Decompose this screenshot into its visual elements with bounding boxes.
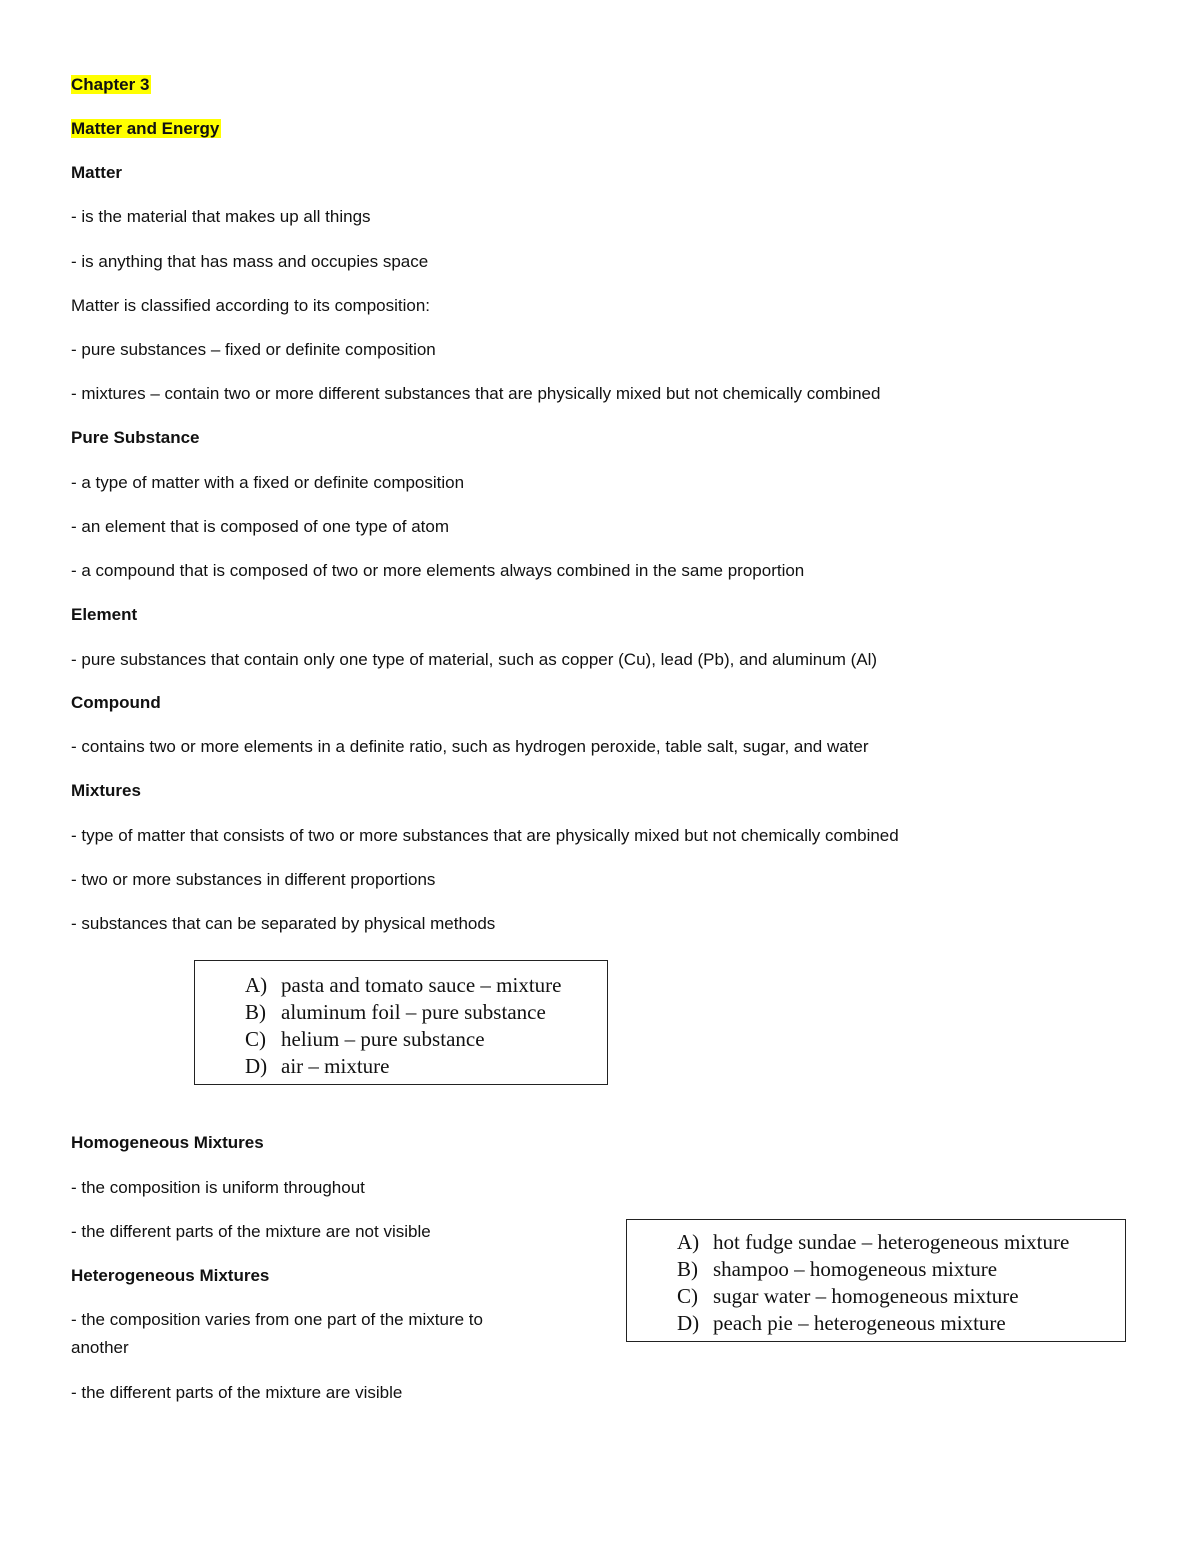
chapter-label — [71, 74, 151, 96]
example-row — [245, 1053, 607, 1080]
list-item: - a type of matter with a fixed or definite composition — [71, 473, 465, 492]
example-text: pasta and tomato sauce – mixture — [281, 973, 562, 997]
example-label: A) — [677, 1230, 700, 1254]
example-text: sugar water – homogeneous mixture — [713, 1284, 1019, 1308]
example-text: aluminum foil – pure substance — [281, 1000, 546, 1024]
heading-compound: Compound — [71, 693, 161, 712]
list-item: - the composition varies from one part of the mixture to — [71, 1310, 483, 1329]
list-item: - a compound that is composed of two or more elements always combined in the same proportion — [71, 561, 805, 580]
list-item: - the different parts of the mixture are not visible — [71, 1222, 431, 1241]
example-row — [677, 1283, 1125, 1310]
example-row — [245, 1026, 607, 1053]
heading-mixtures: Mixtures — [71, 781, 141, 800]
list-item: - contains two or more elements in a definite ratio, such as hydrogen peroxide, table salt, sugar, and water — [71, 737, 869, 756]
example-row — [245, 972, 607, 999]
list-item: - pure substances – fixed or definite composition — [71, 340, 436, 359]
list-item: - mixtures – contain two or more different substances that are physically mixed but not chemically combined — [71, 384, 881, 403]
example-label: C) — [245, 1027, 266, 1051]
list-item: - the composition is uniform throughout — [71, 1178, 365, 1197]
list-item: - substances that can be separated by physical methods — [71, 914, 496, 933]
example-label: B) — [677, 1257, 698, 1281]
heading-homogeneous: Homogeneous Mixtures — [71, 1133, 264, 1152]
examples-box-2 — [626, 1219, 1126, 1342]
list-item: - is anything that has mass and occupies space — [71, 252, 429, 271]
examples-box-1 — [194, 960, 608, 1085]
example-text: shampoo – homogeneous mixture — [713, 1257, 998, 1281]
list-item: - two or more substances in different proportions — [71, 870, 436, 889]
list-item: - type of matter that consists of two or more substances that are physically mixed but not chemically combined — [71, 826, 899, 845]
heading-pure-substance: Pure Substance — [71, 428, 200, 447]
example-text: helium – pure substance — [281, 1027, 485, 1051]
paragraph: Matter is classified according to its composition: — [71, 296, 431, 315]
heading-heterogeneous: Heterogeneous Mixtures — [71, 1266, 270, 1285]
example-row — [677, 1229, 1125, 1256]
example-row — [677, 1256, 1125, 1283]
list-item: - an element that is composed of one type of atom — [71, 517, 449, 536]
list-item: - the different parts of the mixture are visible — [71, 1383, 403, 1402]
example-label: D) — [677, 1311, 700, 1335]
example-text: hot fudge sundae – heterogeneous mixture — [713, 1230, 1070, 1254]
heading-element: Element — [71, 605, 138, 624]
example-label: A) — [245, 973, 268, 997]
page-title-text: Matter and Energy — [71, 119, 220, 138]
example-row — [245, 999, 607, 1026]
page-title — [71, 118, 221, 140]
example-text: peach pie – heterogeneous mixture — [713, 1311, 1006, 1335]
list-item: - pure substances that contain only one type of material, such as copper (Cu), lead (Pb), and aluminum (Al) — [71, 650, 878, 669]
list-item: - is the material that makes up all things — [71, 207, 371, 226]
chapter-label-text: Chapter 3 — [71, 75, 150, 94]
example-text: air – mixture — [281, 1054, 390, 1078]
list-item-continuation: another — [71, 1338, 129, 1357]
example-label: C) — [677, 1284, 698, 1308]
heading-matter: Matter — [71, 163, 123, 182]
example-label: D) — [245, 1054, 268, 1078]
example-row — [677, 1310, 1125, 1337]
example-label: B) — [245, 1000, 266, 1024]
